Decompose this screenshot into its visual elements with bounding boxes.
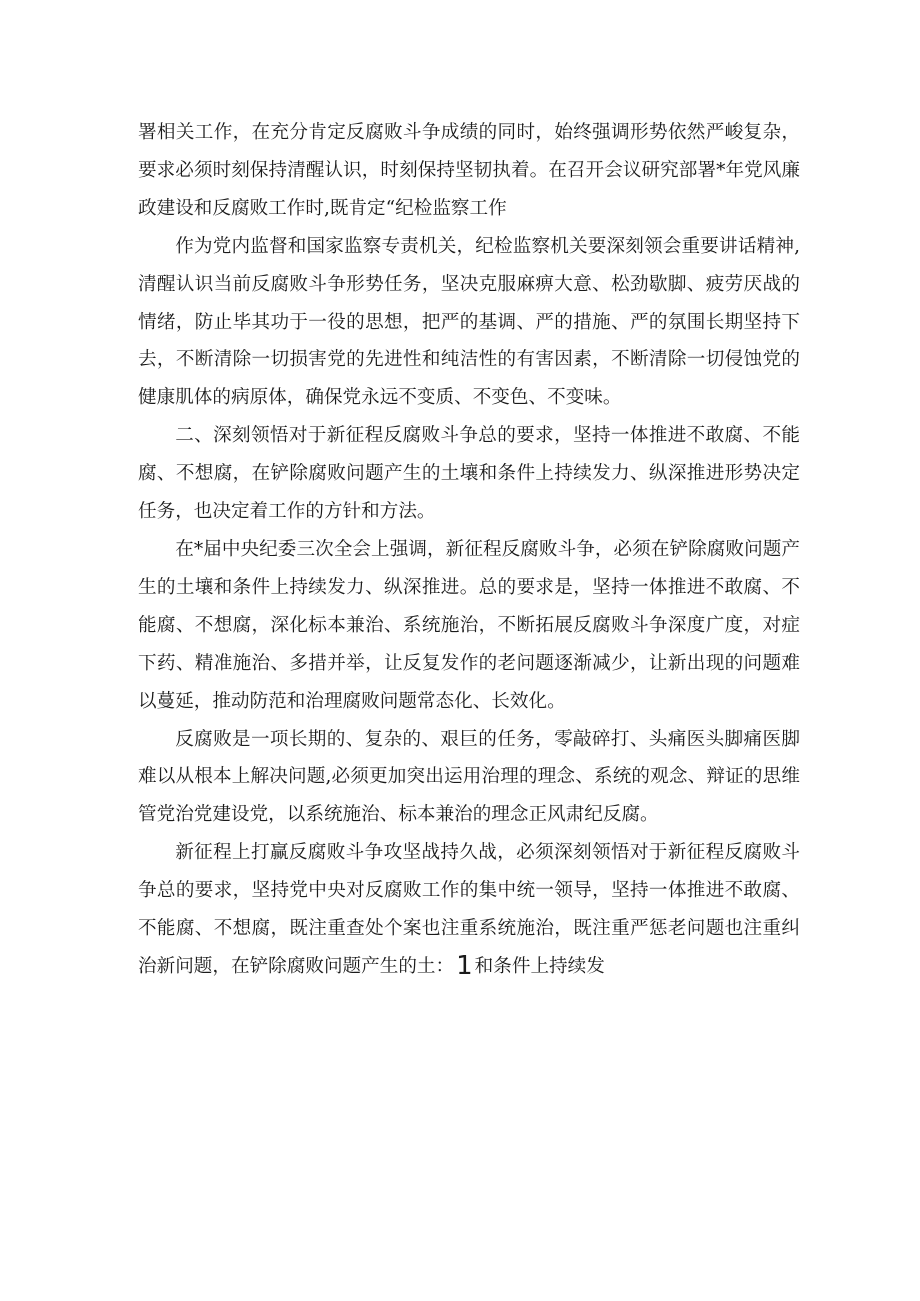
paragraph-continued: 署相关工作，在充分肯定反腐败斗争成绩的同时，始终强调形势依然严峻复杂，要求必须时刻保持清醒认识，时刻保持坚韧执着。在召开会议研究部署*年党风廉政建设和反腐败工作时,既肯定“纪检监察工作 xyxy=(138,122,800,219)
paragraph-supervision-agency: 作为党内监督和国家监察专责机关，纪检监察机关要深刻领会重要讲话精神,清醒认识当前反腐败斗争形势任务，坚决克服麻痹大意、松劲歇脚、疲劳厌战的情绪，防止毕其功于一役的思想，把严的基调、严的措施、严的氛围长期坚持下去，不断清除一切损害党的先进性和纯洁性的有害因素，不断清除一切侵蚀党的健康肌体的病原体，确保党永远不变质、不变色、不变味。 xyxy=(138,235,800,409)
ocr-digit-artifact: 1 xyxy=(456,950,473,981)
paragraph-section-two-heading: 二、深刻领悟对于新征程反腐败斗争总的要求，坚持一体推进不敢腐、不能腐、不想腐，在铲除腐败问题产生的土壤和条件上持续发力、纵深推进形势决定任务，也决定着工作的方针和方法。 xyxy=(138,425,800,523)
paragraph-new-journey xyxy=(138,834,800,986)
document-body xyxy=(138,114,800,986)
paragraph-new-journey-text: 新征程上打赢反腐败斗争攻坚战持久战，必须深刻领悟对于新征程反腐败斗争总的要求，坚持党中央对反腐败工作的集中统一领导，坚持一体推进不敢腐、不能腐、不想腐，既注重查处个案也注重系统施治，既注重严惩老问题也注重纠治新问题，在铲除腐败问题产生的土： xyxy=(138,842,800,977)
paragraph-new-journey-tail: 和条件上持续发 xyxy=(474,955,605,977)
paragraph-plenary-session: 在*届中央纪委三次全会上强调，新征程反腐败斗争，必须在铲除腐败问题产生的土壤和条件上持续发力、纵深推进。总的要求是，坚持一体推进不敢腐、不能腐、不想腐，深化标本兼治、系统施治，不断拓展反腐败斗争深度广度，对症下药、精准施治、多措并举，让反复发作的老问题逐渐减少，让新出现的问题难以蔓延，推动防范和治理腐败问题常态化、长效化。 xyxy=(138,538,800,712)
paragraph-long-term-task: 反腐败是一项长期的、复杂的、艰巨的任务，零敲碎打、头痛医头脚痛医脚难以从根本上解决问题,必须更加突出运用治理的理念、系统的观念、辩证的思维管党治党建设党，以系统施治、标本兼治的理念正风肃纪反腐。 xyxy=(138,728,800,826)
